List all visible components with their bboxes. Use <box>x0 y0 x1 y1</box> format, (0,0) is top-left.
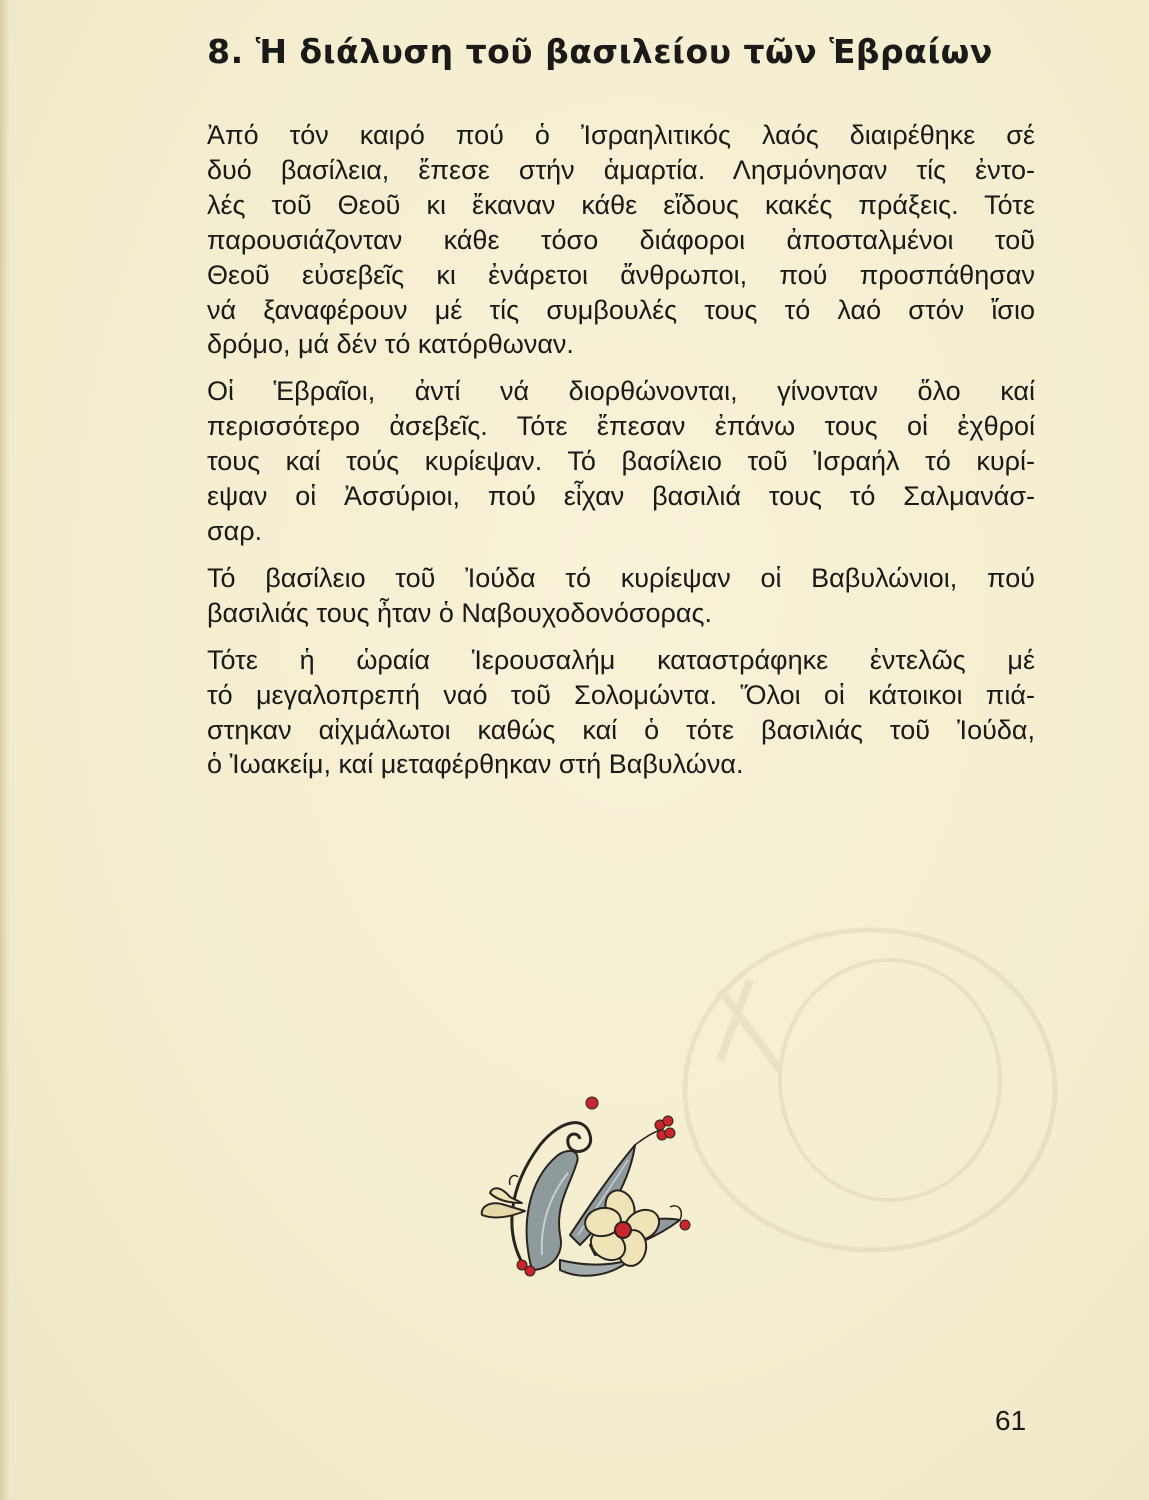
page-number: 61 <box>995 1405 1027 1436</box>
paragraph <box>165 118 1035 362</box>
paragraph <box>165 561 1035 631</box>
page-gutter-shadow <box>0 0 10 1500</box>
text-line: Οἱ Ἑβραῖοι, ἀντί νά διορθώνονται, γίνονταν ὅλο καί <box>207 376 1035 407</box>
text-line: περισσότερο ἀσεβεῖς. Τότε ἔπεσαν ἐπάνω τους οἱ ἐχθροί <box>207 411 1035 442</box>
text-line: τους καί τούς κυρίεψαν. Τό βασίλειο τοῦ Ἰσραήλ τό κυρί- <box>207 446 1035 477</box>
text-line: Τότε ἡ ὡραία Ἱερουσαλήμ καταστράφηκε ἐντελῶς μέ <box>207 644 1035 675</box>
chapter-body <box>165 118 1035 794</box>
text-line: Τό βασίλειο τοῦ Ἰούδα τό κυρίεψαν οἱ Βαβυλώνιοι, πού <box>207 562 1035 593</box>
text-line: Ἀπό τόν καιρό πού ὁ Ἰσραηλιτικός λαός διαιρέθηκε σέ <box>207 120 1035 150</box>
text-line: βασιλιάς τους ἦταν ὁ Ναβουχοδονόσορας. <box>207 597 713 628</box>
text-line: εψαν οἱ Ἀσσύριοι, πού εἶχαν βασιλιά τους τό Σαλμανάσ- <box>207 481 1035 512</box>
text-line: Θεοῦ εὐσεβεῖς κι ἐνάρετοι ἄνθρωποι, πού προσπάθησαν <box>207 259 1035 290</box>
text-line: σαρ. <box>207 515 263 546</box>
text-line: τό μεγαλοπρεπή ναό τοῦ Σολομώντα. Ὅλοι οἱ κάτοικοι πιά- <box>207 679 1035 710</box>
show-through-illustration <box>660 910 1060 1270</box>
text-line: δρόμο, μά δέν τό κατόρθωναν. <box>207 329 574 360</box>
text-line: στηκαν αἰχμάλωτοι καθώς καί ὁ τότε βασιλιάς τοῦ Ἰούδα, <box>207 714 1035 745</box>
text-line: δυό βασίλεια, ἔπεσε στήν ἁμαρτία. Λησμόνησαν τίς ἐντο- <box>207 154 1035 185</box>
ornament-leaves <box>482 1123 680 1276</box>
paragraph <box>165 374 1035 549</box>
text-line: ὁ Ἰωακείμ, καί μεταφέρθηκαν στή Βαβυλώνα. <box>207 749 744 780</box>
chapter-title: 8. Ἡ διάλυση τοῦ βασιλείου τῶν Ἑβραίων <box>207 32 993 71</box>
paragraph <box>165 643 1035 783</box>
text-line: λές τοῦ Θεοῦ κι ἔκαναν κάθε εἴδους κακές πράξεις. Τότε <box>207 189 1035 220</box>
acanthus-flower-ornament-icon <box>470 1085 710 1285</box>
text-line: παρουσιάζονταν κάθε τόσο διάφοροι ἀποσταλμένοι τοῦ <box>207 224 1035 255</box>
text-line: νά ξαναφέρουν μέ τίς συμβουλές τους τό λαό στόν ἴσιο <box>207 294 1035 325</box>
